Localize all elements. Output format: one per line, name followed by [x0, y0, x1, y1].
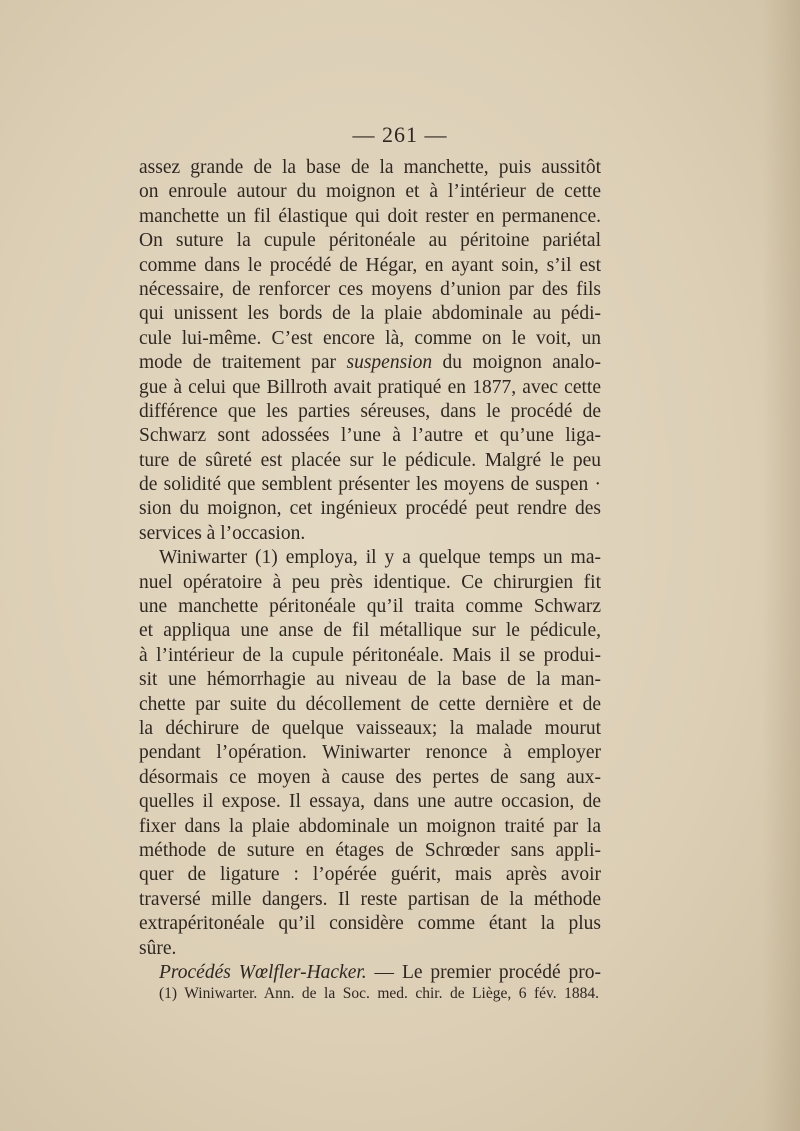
text-line: fixer dans la plaie abdominale un moignon traité par la — [139, 815, 601, 837]
text-line: de solidité que semblent présenter les moyens de suspen · — [139, 474, 601, 496]
text-line: et appliqua une anse de fil métallique sur le pédicule, — [139, 620, 601, 642]
text-line: Winiwarter (1) employa, il y a quelque temps un ma- — [159, 547, 601, 569]
text-line: la déchirure de quelque vaisseaux; la malade mourut — [139, 717, 601, 739]
page-edge-shading — [762, 0, 800, 1131]
page-number: — 261 — — [352, 122, 448, 147]
text-line: ture de sûreté est placée sur le pédicule. Malgré le peu — [139, 449, 601, 471]
text-line: on enroule autour du moignon et à l’intérieur de cette — [139, 181, 601, 203]
text-line: désormais ce moyen à cause des pertes de sang aux- — [139, 766, 601, 788]
text-line — [139, 351, 601, 375]
italic-text: suspension — [346, 352, 433, 374]
text-line: assez grande de la base de la manchette, puis aussitôt — [139, 157, 601, 178]
text-line: chette par suite du décollement de cette dernière et de — [139, 693, 601, 715]
text-line — [139, 961, 601, 985]
text-line: sion du moignon, cet ingénieux procédé peut rendre des — [139, 498, 601, 520]
text-segment: mode de traitement par — [139, 352, 347, 374]
text-line: pendant l’opération. Winiwarter renonce à employer — [139, 742, 601, 764]
text-segment: — Le premier procédé pro- — [366, 961, 601, 983]
text-segment: du moignon analo- — [432, 352, 601, 374]
text-line: nuel opératoire à peu près identique. Ce chirurgien fit — [139, 571, 601, 593]
text-line: qui unissent les bords de la plaie abdominale au pédi- — [139, 303, 601, 325]
body-text — [139, 156, 601, 985]
text-line: extrapéritonéale qu’il considère comme étant la plus — [139, 913, 601, 935]
text-line: sit une hémorrhagie au niveau de la base de la man- — [139, 669, 601, 691]
italic-text: Procédés Wœlfler-Hacker. — [159, 961, 367, 983]
text-line: méthode de suture en étages de Schrœder sans appli- — [139, 839, 601, 861]
text-line: quelles il expose. Il essaya, dans une autre occasion, de — [139, 791, 601, 813]
text-line: services à l’occasion. — [139, 522, 306, 544]
text-line: comme dans le procédé de Hégar, en ayant soin, s’il est — [139, 254, 601, 276]
text-line: traversé mille dangers. Il reste partisan de la méthode — [139, 888, 601, 910]
text-line: On suture la cupule péritonéale au péritoine pariétal — [139, 230, 601, 252]
text-line: différence que les parties séreuses, dans le procédé de — [139, 400, 601, 422]
text-line: quer de ligature : l’opérée guérit, mais après avoir — [139, 864, 601, 886]
text-line: manchette un fil élastique qui doit rester en permanence. — [139, 205, 601, 227]
text-line: nécessaire, de renforcer ces moyens d’union par des fils — [139, 278, 601, 300]
text-line: gue à celui que Billroth avait pratiqué en 1877, avec cette — [139, 376, 601, 398]
text-line: une manchette péritonéale qu’il traita comme Schwarz — [139, 596, 601, 618]
text-line: à l’intérieur de la cupule péritonéale. Mais il se produi- — [139, 644, 601, 666]
footnote: (1) Winiwarter. Ann. de la Soc. med. chir. de Liège, 6 fév. 1884. — [159, 985, 599, 1002]
text-line: cule lui-même. C’est encore là, comme on le voit, un — [139, 327, 601, 349]
text-line: Schwarz sont adossées l’une à l’autre et qu’une liga- — [139, 425, 601, 447]
text-line: sûre. — [139, 937, 177, 959]
